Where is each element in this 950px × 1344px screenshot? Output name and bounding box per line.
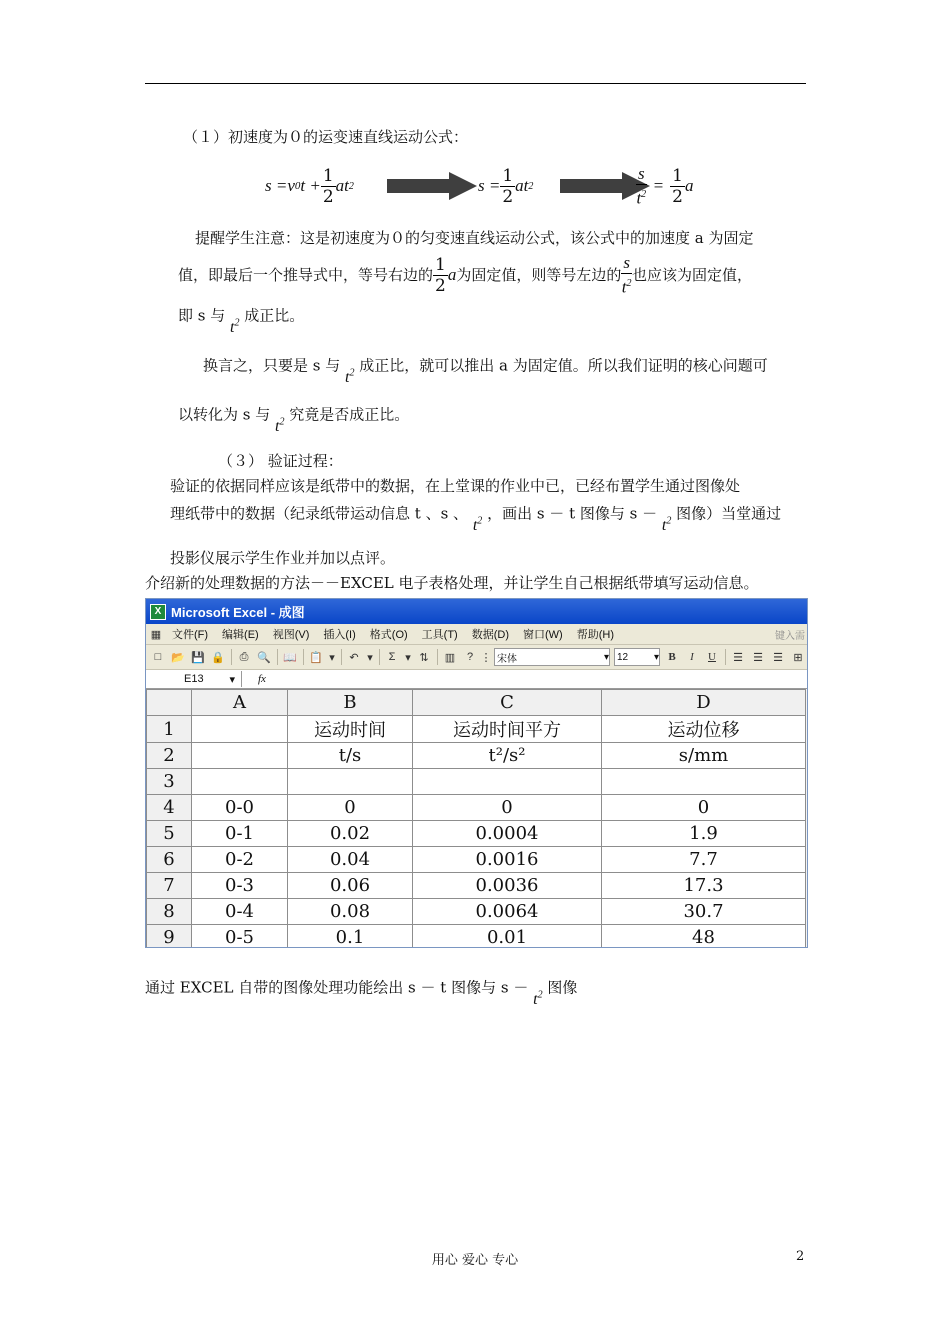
toolbar — [146, 645, 807, 670]
align-center-icon[interactable]: ☰ — [753, 651, 763, 664]
cell-a[interactable]: 0-2 — [192, 847, 288, 873]
research-icon[interactable]: 📖 — [283, 651, 297, 664]
permission-icon[interactable]: 🔒 — [211, 651, 225, 664]
formula-2 — [478, 163, 533, 209]
formula-1 — [265, 163, 354, 209]
column-header-row — [147, 690, 806, 716]
menu-file[interactable]: 文件(F) — [172, 629, 209, 641]
text: 即 s 与 — [178, 306, 226, 325]
frac-den: 2 — [672, 186, 683, 207]
menu-bar — [146, 624, 807, 645]
frac-num: 1 — [322, 165, 334, 186]
table-row — [147, 847, 806, 873]
table-row — [147, 821, 806, 847]
cell-b[interactable]: t/s — [288, 743, 413, 769]
formula2-exp: 2 — [528, 180, 534, 192]
frac-den: 2 — [502, 186, 514, 207]
exp: 2 — [666, 516, 672, 527]
cell-d[interactable] — [602, 769, 806, 795]
p1-line3 — [178, 302, 305, 337]
row-header[interactable]: 1 — [147, 716, 192, 743]
p4: 介绍新的处理数据的方法－－EXCEL 电子表格处理，并让学生自己根据纸带填写运动信息。 — [145, 574, 759, 592]
separator — [277, 649, 278, 665]
p3-line3: 投影仪展示学生作业并加以点评。 — [170, 549, 396, 567]
cell-c[interactable]: 0.0016 — [413, 847, 602, 873]
name-box[interactable] — [146, 671, 242, 687]
formula1-right: at — [335, 176, 349, 195]
p5 — [145, 974, 578, 1009]
menu-format[interactable]: 格式(O) — [369, 629, 408, 641]
cell-b[interactable] — [288, 769, 413, 795]
cell-a[interactable]: 0-4 — [192, 899, 288, 925]
text: 值，即最后一个推导式中，等号右边的 — [178, 266, 434, 284]
cell-a[interactable]: 0-5 — [192, 925, 288, 949]
separator — [725, 649, 726, 665]
p3-line1: 验证的依据同样应该是纸带中的数据，在上堂课的作业中已，已经布置学生通过图像处 — [170, 477, 741, 495]
chevron-down-icon: ▾ — [603, 651, 609, 663]
formula3-lhs — [636, 164, 647, 209]
excel-logo-icon: X — [150, 604, 166, 620]
row-header[interactable]: 3 — [147, 769, 192, 795]
s-over-t2 — [621, 253, 632, 298]
table-row — [147, 925, 806, 949]
align-left-icon[interactable]: ☰ — [733, 651, 743, 664]
print-icon[interactable]: ⎙ — [239, 650, 249, 663]
cell-a[interactable]: 0-3 — [192, 873, 288, 899]
formula-3 — [636, 163, 693, 209]
table-row — [147, 769, 806, 795]
table-row — [147, 873, 806, 899]
half-fraction — [433, 255, 448, 296]
frac-den — [636, 185, 647, 209]
undo-icon[interactable]: ↶ — [349, 651, 359, 664]
a-letter: a — [447, 265, 457, 284]
section1-heading: （１）初速度为０的运变速直线运动公式： — [183, 128, 469, 146]
chart-wizard-icon[interactable]: ▥ — [444, 651, 456, 664]
p2-line2 — [178, 401, 410, 436]
merge-center-icon[interactable]: ⊞ — [793, 651, 803, 664]
chevron-down-icon[interactable]: ▾ — [329, 651, 335, 664]
cell-c[interactable]: 0.0004 — [413, 821, 602, 847]
cell-b[interactable]: 运动时间 — [288, 716, 413, 743]
cell-c[interactable]: 0.0036 — [413, 873, 602, 899]
font-name-select[interactable] — [494, 648, 610, 666]
formula1-t: t + — [300, 176, 321, 195]
cell-a[interactable]: 0-1 — [192, 821, 288, 847]
formula2-fraction — [500, 166, 515, 207]
formula2-right: at — [515, 176, 529, 195]
open-icon[interactable]: 📂 — [171, 651, 185, 664]
section3-heading: （３） 验证过程： — [218, 452, 343, 470]
row-header[interactable]: 7 — [147, 873, 192, 899]
t-letter: t — [472, 517, 478, 535]
cell-c[interactable]: 0.0064 — [413, 899, 602, 925]
exp: 2 — [537, 990, 543, 1001]
autosum-icon[interactable]: Σ — [388, 651, 396, 663]
cell-d[interactable]: 48 — [602, 925, 806, 949]
paste-icon[interactable]: 📋 — [309, 651, 323, 664]
arrow-right-icon — [387, 172, 477, 200]
frac-num: 1 — [672, 165, 683, 186]
menu-tools[interactable]: 工具(T) — [421, 629, 458, 641]
header-rule — [145, 83, 806, 84]
frac-num: s — [638, 163, 645, 183]
cell-b[interactable]: 0.02 — [288, 821, 413, 847]
separator — [379, 649, 380, 665]
separator — [437, 649, 438, 665]
frac-num: s — [623, 252, 630, 272]
menu-edit[interactable]: 编辑(E) — [222, 629, 259, 641]
text: 图像）当堂通过 — [676, 504, 782, 523]
text: ，画出 s － t 图像与 s － — [487, 504, 658, 523]
row-header[interactable]: 6 — [147, 847, 192, 873]
excel-window — [145, 598, 808, 948]
t-squared — [533, 991, 542, 1008]
p3-line2 — [170, 500, 782, 535]
page-footer: 用心 爱心 专心 — [431, 1253, 519, 1268]
cell-b[interactable]: 0.06 — [288, 873, 413, 899]
cell-d[interactable]: 运动位移 — [602, 716, 806, 743]
t-letter: t — [661, 517, 667, 535]
column-header-a[interactable]: A — [192, 690, 288, 716]
formula3-fraction — [670, 166, 685, 207]
excel-title-bar — [146, 599, 807, 624]
exp: 2 — [349, 368, 355, 379]
table-row — [147, 795, 806, 821]
frac-num: 1 — [502, 165, 514, 186]
exp: 2 — [234, 318, 240, 329]
row-header[interactable]: 8 — [147, 899, 192, 925]
cell-c[interactable]: 0.01 — [413, 925, 602, 949]
fx-icon[interactable]: fx — [258, 673, 266, 685]
cell-c[interactable]: t²/s² — [413, 743, 602, 769]
formula1-fraction — [321, 166, 336, 207]
align-right-icon[interactable]: ☰ — [773, 651, 783, 664]
text: 通过 EXCEL 自带的图像处理功能绘出 s － t 图像与 s － — [145, 978, 529, 997]
formula-bar — [146, 670, 807, 689]
font-name-value: 宋体 — [497, 653, 517, 665]
menu-insert[interactable]: 插入(I) — [323, 629, 356, 641]
cell-a[interactable] — [192, 743, 288, 769]
cell-c[interactable]: 0 — [413, 795, 602, 821]
text: 究竟是否成正比。 — [289, 405, 410, 424]
exp: 2 — [279, 417, 285, 428]
window-title: Microsoft Excel - 成图 — [171, 605, 305, 620]
p1-line2 — [178, 252, 752, 298]
cell-b[interactable]: 0 — [288, 795, 413, 821]
table-row — [147, 899, 806, 925]
cell-d[interactable]: 7.7 — [602, 847, 806, 873]
bold-icon[interactable]: B — [668, 651, 676, 663]
menu-window[interactable]: 窗口(W) — [523, 629, 563, 641]
formula2-left: s = — [478, 176, 501, 195]
t-letter: t — [636, 188, 642, 208]
cell-d[interactable]: 30.7 — [602, 899, 806, 925]
p1-line1: 提醒学生注意：这是初速度为０的匀变速直线运动公式，该公式中的加速度 a 为固定 — [195, 229, 754, 247]
chevron-down-icon: ▾ — [229, 673, 235, 686]
toolbar-options-icon[interactable]: ⋮ — [480, 651, 492, 664]
frac-den — [621, 274, 632, 298]
t-letter: t — [275, 418, 280, 436]
cell-c[interactable]: 运动时间平方 — [413, 716, 602, 743]
text: 换言之，只要是 s 与 — [203, 356, 341, 375]
column-header-b[interactable]: B — [288, 690, 413, 716]
t-letter: t — [230, 319, 235, 337]
exp: 2 — [626, 277, 632, 289]
formula1-exp: 2 — [348, 180, 354, 192]
name-box-value: E13 — [184, 673, 204, 685]
frac-den: 2 — [435, 275, 446, 296]
t-letter: t — [621, 277, 627, 297]
table-row — [147, 716, 806, 743]
help-search-box[interactable]: 键入需 — [775, 630, 805, 642]
text: 以转化为 s 与 — [178, 405, 271, 424]
text: 成正比，就可以推出 a 为固定值。所以我们证明的核心问题可 — [359, 356, 768, 375]
font-size-value: 12 — [617, 651, 629, 663]
font-size-select[interactable] — [614, 648, 660, 666]
row-header[interactable]: 9 — [147, 925, 192, 949]
cell-b[interactable]: 0.1 — [288, 925, 413, 949]
p2-line1 — [203, 352, 768, 387]
t-squared — [230, 319, 239, 336]
exp: 2 — [477, 516, 483, 527]
t-letter: t — [533, 991, 538, 1009]
formula1-sub0: 0 — [294, 180, 301, 192]
text: 也应该为固定值， — [631, 266, 752, 284]
separator — [303, 649, 304, 665]
page-number: 2 — [796, 1249, 805, 1264]
chevron-down-icon[interactable]: ▾ — [367, 651, 373, 664]
new-icon[interactable]: □ — [154, 651, 162, 663]
t-squared — [473, 517, 482, 534]
help-icon[interactable]: ? — [466, 651, 474, 663]
separator — [341, 649, 342, 665]
column-header-c[interactable]: C — [413, 690, 602, 716]
cell-a[interactable] — [192, 716, 288, 743]
menu-help[interactable]: 帮助(H) — [576, 629, 614, 641]
separator — [231, 649, 232, 665]
sheet-icon: ▦ — [150, 628, 162, 641]
menu-data[interactable]: 数据(D) — [471, 629, 509, 641]
cell-d[interactable]: 1.9 — [602, 821, 806, 847]
frac-num: 1 — [435, 254, 446, 275]
cell-b[interactable]: 0.08 — [288, 899, 413, 925]
save-icon[interactable]: 💾 — [191, 651, 205, 664]
formula3-right: a — [684, 176, 694, 195]
chevron-down-icon: ▾ — [653, 651, 659, 663]
text: 成正比。 — [244, 306, 305, 325]
menu-view[interactable]: 视图(V) — [272, 629, 310, 641]
cell-a[interactable] — [192, 769, 288, 795]
spreadsheet-grid — [146, 689, 806, 948]
exp: 2 — [641, 188, 647, 200]
cell-c[interactable] — [413, 769, 602, 795]
cell-d[interactable]: 0 — [602, 795, 806, 821]
underline-icon[interactable]: U — [708, 651, 716, 663]
column-header-d[interactable]: D — [602, 690, 806, 716]
t-letter: t — [345, 369, 350, 387]
equals: = — [652, 176, 665, 195]
frac-den: 2 — [322, 186, 334, 207]
t-squared — [275, 418, 284, 435]
formula1-left: s =v — [265, 176, 295, 195]
row-header[interactable]: 4 — [147, 795, 192, 821]
table-row — [147, 743, 806, 769]
t-squared — [662, 517, 671, 534]
text: 为固定值，则等号左边的 — [456, 266, 622, 284]
text: 图像 — [547, 978, 578, 997]
t-squared — [345, 369, 354, 386]
preview-icon[interactable]: 🔍 — [257, 651, 271, 664]
row-header[interactable]: 2 — [147, 743, 192, 769]
sort-ascending-icon[interactable]: ⇅ — [419, 651, 429, 664]
cell-b[interactable]: 0.04 — [288, 847, 413, 873]
select-all-corner[interactable] — [147, 690, 192, 716]
italic-icon[interactable]: I — [690, 651, 694, 663]
cell-d[interactable]: 17.3 — [602, 873, 806, 899]
cell-d[interactable]: s/mm — [602, 743, 806, 769]
cell-a[interactable]: 0-0 — [192, 795, 288, 821]
row-header[interactable]: 5 — [147, 821, 192, 847]
text: 理纸带中的数据（纪录纸带运动信息 t 、s 、 — [170, 504, 469, 523]
chevron-down-icon[interactable]: ▾ — [405, 651, 411, 664]
